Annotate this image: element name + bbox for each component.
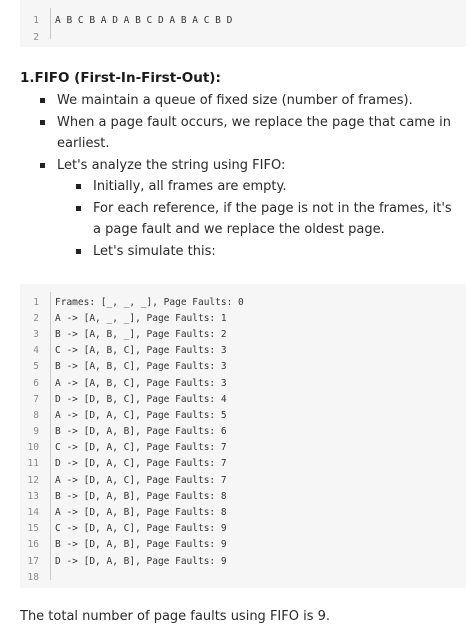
code-text: A -> [D, A, C], Page Faults: 7 xyxy=(55,474,227,486)
code-line xyxy=(20,504,466,520)
line-number: 15 xyxy=(27,523,39,535)
line-number: 11 xyxy=(27,458,39,470)
code-text: D -> [D, B, C], Page Faults: 4 xyxy=(55,393,227,405)
code-line xyxy=(20,553,466,569)
code-line xyxy=(20,359,466,375)
line-number: 16 xyxy=(27,539,39,551)
code-line xyxy=(20,440,466,456)
code-line xyxy=(20,407,466,423)
line-number: 14 xyxy=(27,507,39,519)
line-number: 8 xyxy=(33,409,39,421)
line-number: 6 xyxy=(33,377,39,389)
code-lines xyxy=(20,294,466,585)
line-number: 2 xyxy=(33,32,39,43)
code-text: A -> [A, B, C], Page Faults: 3 xyxy=(55,377,227,389)
line-number: 5 xyxy=(33,361,39,373)
bullet-square-icon xyxy=(76,249,81,254)
code-line xyxy=(20,343,466,359)
code-line xyxy=(20,29,466,46)
code-text: B -> [A, B, C], Page Faults: 3 xyxy=(55,361,227,373)
line-number: 17 xyxy=(27,555,39,567)
bullet-text: We maintain a queue of fixed size (number of frames). xyxy=(57,93,413,108)
code-lines xyxy=(20,12,466,46)
code-text: C -> [D, A, C], Page Faults: 7 xyxy=(55,442,227,454)
bullet-square-icon xyxy=(76,206,81,211)
code-text: C -> [D, A, C], Page Faults: 9 xyxy=(55,523,227,535)
bullet-text: When a page fault occurs, we replace the page that came in earliest. xyxy=(57,114,451,151)
code-line xyxy=(20,12,466,29)
line-number: 4 xyxy=(33,345,39,357)
line-number: 3 xyxy=(33,328,39,340)
code-text: C -> [A, B, C], Page Faults: 3 xyxy=(55,345,227,357)
code-line xyxy=(20,310,466,326)
conclusion-text: The total number of page faults using FIFO is 9. xyxy=(20,609,331,624)
code-text: A -> [A, _, _], Page Faults: 1 xyxy=(55,312,227,324)
bullet-text: Let's analyze the string using FIFO: xyxy=(57,157,286,173)
code-line xyxy=(20,294,466,310)
sub-bullet-item xyxy=(20,198,460,241)
code-line xyxy=(20,569,466,585)
code-text: B -> [D, A, B], Page Faults: 6 xyxy=(55,426,227,438)
line-number: 2 xyxy=(33,312,39,324)
code-line xyxy=(20,472,466,488)
bullet-item xyxy=(20,112,460,155)
bullet-square-icon xyxy=(40,163,45,168)
bullet-text: Initially, all frames are empty. xyxy=(93,179,287,194)
line-number: 12 xyxy=(27,474,39,486)
gutter-divider xyxy=(50,8,51,39)
bullet-square-icon xyxy=(40,120,45,125)
bullet-item xyxy=(20,90,460,112)
fifo-bullet-list xyxy=(20,90,460,262)
line-number: 1 xyxy=(33,15,39,26)
code-line xyxy=(20,326,466,342)
line-number: 9 xyxy=(33,426,39,438)
code-text: B -> [D, A, B], Page Faults: 8 xyxy=(55,490,227,502)
bullet-square-icon xyxy=(76,184,81,189)
code-text: A B C B A D A B C D A B A C B D xyxy=(55,15,233,26)
bullet-text: For each reference, if the page is not in the frames, it's a page fault and we replace the oldest page. xyxy=(93,200,452,237)
line-number: 13 xyxy=(27,490,39,502)
line-number: 7 xyxy=(33,393,39,405)
code-text: A -> [D, A, B], Page Faults: 8 xyxy=(55,507,227,519)
reference-string-code-block[interactable] xyxy=(20,0,466,47)
code-text: B -> [D, A, B], Page Faults: 9 xyxy=(55,539,227,551)
code-text: A -> [D, A, C], Page Faults: 5 xyxy=(55,409,227,421)
code-line xyxy=(20,488,466,504)
code-text: B -> [A, B, _], Page Faults: 2 xyxy=(55,328,227,340)
bullet-square-icon xyxy=(40,98,45,103)
gutter-divider xyxy=(50,292,51,580)
sub-bullet-item xyxy=(20,241,460,263)
line-number: 10 xyxy=(27,442,39,454)
sub-bullet-item xyxy=(20,176,460,198)
line-number: 1 xyxy=(33,296,39,308)
bullet-item xyxy=(20,155,460,177)
code-line xyxy=(20,456,466,472)
line-number: 18 xyxy=(27,571,39,583)
code-line xyxy=(20,391,466,407)
code-line xyxy=(20,537,466,553)
fifo-heading: 1.FIFO (First-In-First-Out): xyxy=(20,70,221,86)
bullet-text: Let's simulate this: xyxy=(93,243,216,259)
code-text: D -> [D, A, C], Page Faults: 7 xyxy=(55,458,227,470)
code-text: Frames: [_, _, _], Page Faults: 0 xyxy=(55,296,244,308)
fifo-simulation-code-block[interactable] xyxy=(20,284,466,588)
code-line xyxy=(20,375,466,391)
code-line xyxy=(20,521,466,537)
code-text: D -> [D, A, B], Page Faults: 9 xyxy=(55,555,227,567)
code-line xyxy=(20,424,466,440)
